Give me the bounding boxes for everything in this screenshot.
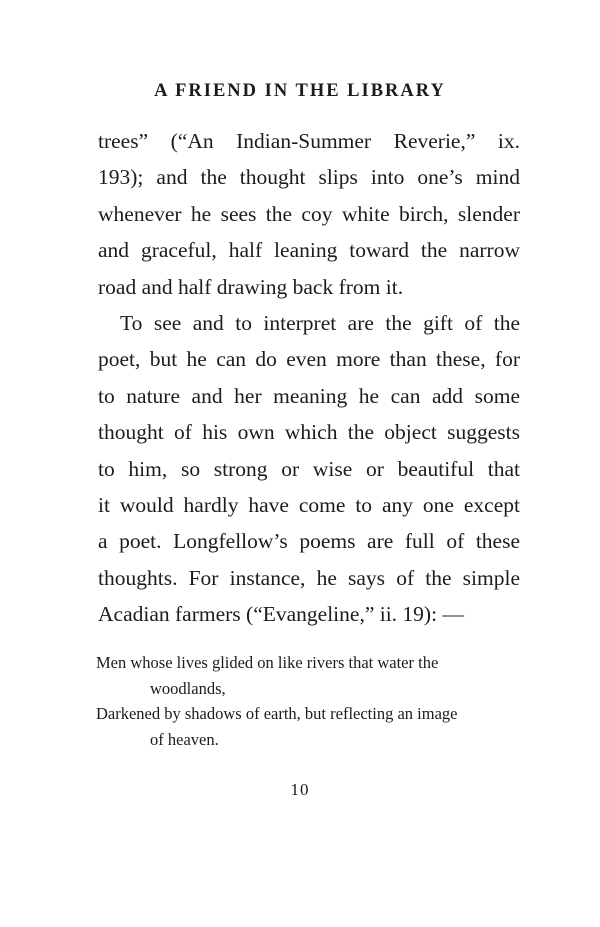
text-line: Acadian farmers (“Evangeline,” ii. 19): —	[98, 602, 464, 627]
text-line: 193); and the thought slips into one’s mind	[98, 165, 520, 190]
running-head: A FRIEND IN THE LIBRARY	[154, 81, 446, 101]
verse-line-continuation: of heaven.	[150, 729, 219, 749]
text-line: thought of his own which the object suggests	[98, 420, 520, 445]
verse-line-continuation: woodlands,	[150, 678, 226, 698]
verse-line: Men whose lives glided on like rivers that water the	[96, 653, 439, 672]
text-line: it would hardly have come to any one except	[98, 492, 520, 517]
text-line: to nature and her meaning he can add some	[98, 383, 520, 408]
text-line: a poet. Longfellow’s poems are full of these	[98, 529, 520, 554]
text-line: to him, so strong or wise or beautiful that	[98, 456, 520, 481]
page-number: 10	[290, 780, 310, 799]
verse-quotation	[96, 650, 520, 752]
text-line: road and half drawing back from it.	[98, 274, 404, 299]
paragraph	[98, 305, 520, 633]
text-line: thoughts. For instance, he says of the simple	[98, 565, 520, 590]
text-line: poet, but he can do even more than these, for	[98, 347, 520, 372]
text-line: whenever he sees the coy white birch, slender	[98, 201, 520, 226]
paragraph	[98, 123, 520, 305]
text-line: trees” (“An Indian-Summer Reverie,” ix.	[98, 129, 520, 153]
body-text	[98, 123, 520, 632]
text-line: To see and to interpret are the gift of the	[120, 310, 520, 335]
text-line: and graceful, half leaning toward the narrow	[98, 238, 520, 263]
verse-line: Darkened by shadows of earth, but reflecting an image	[96, 704, 458, 723]
